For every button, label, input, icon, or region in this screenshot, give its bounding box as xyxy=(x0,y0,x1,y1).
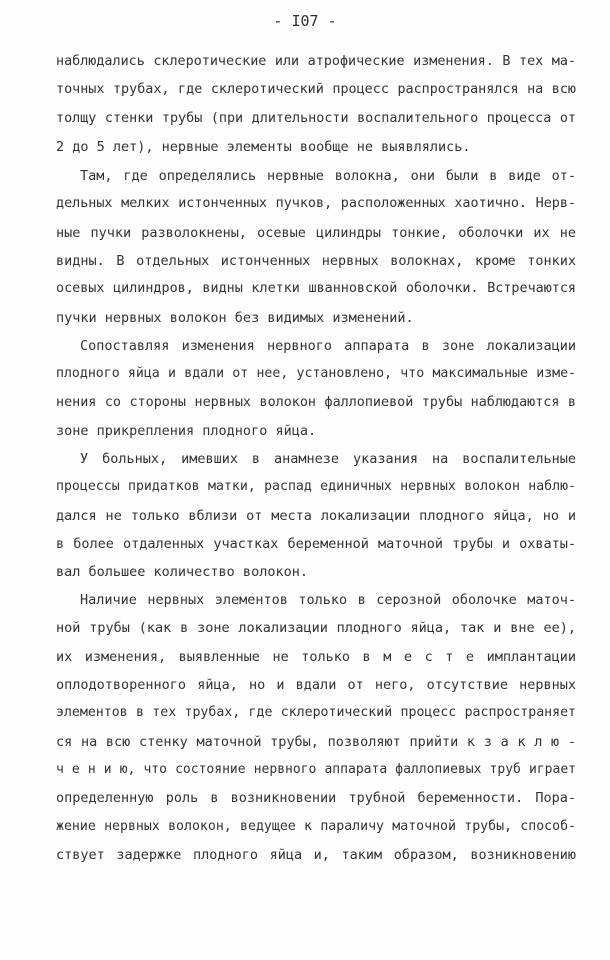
text-line: ной трубы (как в зоне локализации плодного яйца, так и вне ее), xyxy=(56,620,576,637)
text-line: ные пучки разволокнены, осевые цилиндры тонкие, оболочки их не xyxy=(56,224,576,241)
text-line: У больных, имевших в анамнезе указания на воспалительные xyxy=(80,451,576,467)
text-line: их изменения, выявленные не только в м е с т е имплантации xyxy=(56,648,576,665)
text-line: Наличие нервных элементов только в серозной оболочке маточ- xyxy=(80,592,576,608)
text-line: процессы придатков матки, распад единичных нервных волокон наблю- xyxy=(56,479,576,495)
text-line: ч е н и ю, что состояние нервного аппарата фаллопиевых труб играет xyxy=(56,762,576,778)
text-line: в более отдаленных участках беременной маточной трубы и охваты- xyxy=(56,536,576,553)
text-line: жение нервных волокон, ведущее к параличу маточной трубы, способ- xyxy=(56,818,576,834)
text-line: 2 до 5 лет), нервные элементы вообще не выявлялись. xyxy=(56,139,471,156)
text-line: плодного яйца и вдали от нее, установлено, что максимальные изме- xyxy=(56,366,576,382)
paragraph-5 xyxy=(56,586,576,869)
text-line: осевых цилиндров, видны клетки шванновской оболочки. Встречаются xyxy=(56,281,576,297)
paragraph-3 xyxy=(56,332,576,445)
text-line: зоне прикрепления плодного яйца. xyxy=(56,423,317,440)
text-line: ствует задержке плодного яйца и, таким образом, возникновению xyxy=(56,847,576,864)
page-number: - I07 - xyxy=(273,12,337,30)
text-line: Сопоставляя изменения нервного аппарата в зоне локализации xyxy=(80,338,576,354)
text-line: нения со стороны нервных волокон фаллопиевой трубы наблюдаются в xyxy=(56,394,576,410)
text-line: наблюдались склеротические или атрофические изменения. В тех ма- xyxy=(56,54,576,69)
text-line: вал большее количество волокон. xyxy=(56,564,308,581)
text-line: элементов в тех трубах, где склеротический процесс распространяет xyxy=(56,705,576,721)
text-line: пучки нервных волокон без видимых изменений. xyxy=(56,309,414,326)
paragraph-1 xyxy=(56,48,576,161)
text-line: видны. В отдельных истонченных нервных волокнах, кроме тонких xyxy=(56,253,576,270)
text-line: дельных мелких истонченных пучков, расположенных хаотично. Нерв- xyxy=(56,196,576,212)
text-line: определенную роль в возникновении трубной беременности. Пора- xyxy=(56,790,576,807)
text-line: точных трубах, где склеротический процесс распространялся на всю xyxy=(56,82,576,98)
paragraph-2 xyxy=(56,162,576,332)
text-line: ся на всю стенку маточной трубы, позволяют прийти к з а к л ю - xyxy=(56,733,576,750)
paragraph-4 xyxy=(56,445,576,587)
text-line: толщу стенки трубы (при длительности воспалительного процесса от xyxy=(56,110,576,126)
text-line: дался не только вблизи от места локализации плодного яйца, но и xyxy=(56,507,576,524)
text-line: Там, где определялись нервные волокна, они были в виде от- xyxy=(80,168,576,184)
text-line: оплодотворенного яйца, но и вдали от него, отсутствие нервных xyxy=(56,677,576,694)
